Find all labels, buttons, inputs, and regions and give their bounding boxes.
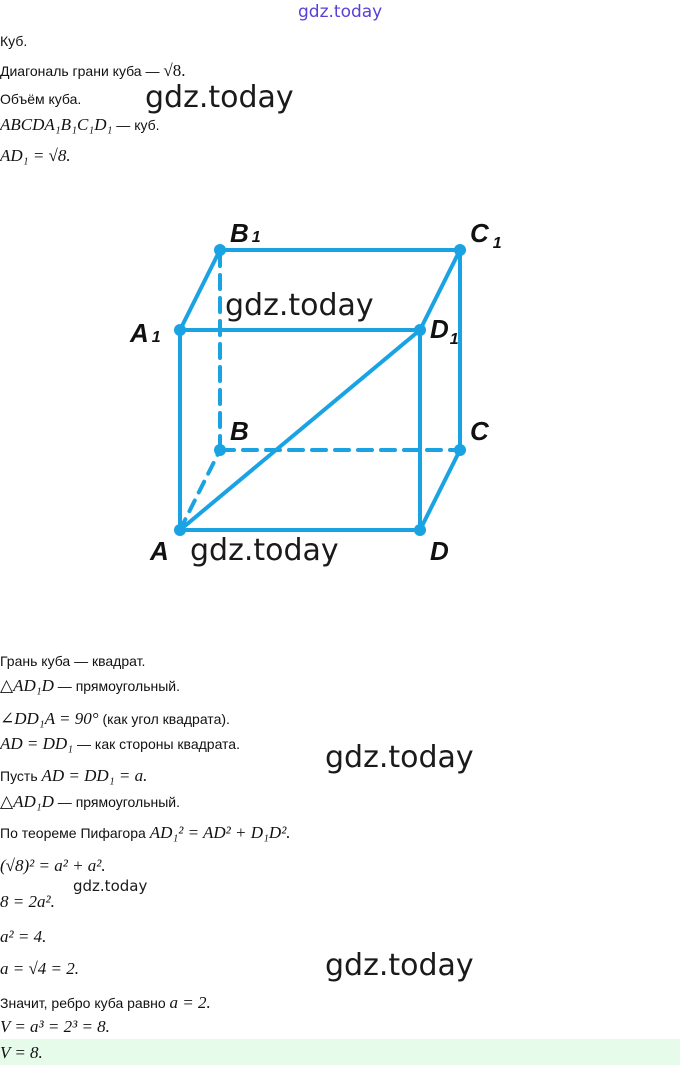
diagonal-ad1 (180, 330, 420, 530)
watermark: gdz.today (190, 533, 339, 568)
vertex-c1 (454, 244, 466, 256)
solution-line-6: △AD₁D — прямоугольный. (0, 792, 180, 811)
label-d: D (430, 536, 449, 566)
watermark: gdz.today (73, 877, 148, 895)
solution-line-13: V = a³ = 2³ = 8. (0, 1017, 110, 1036)
vertex-c (454, 444, 466, 456)
label-d1: $D_1$ (430, 314, 459, 348)
solution-line-3: ∠DD₁A = 90° (как угол квадрата). (0, 709, 230, 728)
solution-line-11: a = √4 = 2. (0, 959, 80, 978)
solution-line-4: AD = DD₁ — как стороны квадрата. (0, 734, 240, 753)
solution-line-1: Грань куба — квадрат. (0, 653, 146, 669)
watermark-top: gdz.today (298, 2, 383, 22)
watermark: gdz.today (325, 740, 474, 775)
vertex-a1 (174, 324, 186, 336)
solution-line-5: Пусть AD = DD₁ = a. (0, 766, 148, 785)
label-a: A (150, 536, 169, 566)
vertex-b1 (214, 244, 226, 256)
header-line-5: AD₁ = √8. (0, 146, 71, 165)
header-line-2: Диагональ грани куба — √8. (0, 61, 186, 80)
solution-line-7: По теореме Пифагора AD₁² = AD² + D₁D². (0, 823, 291, 842)
header-line-4: ABCDA₁B₁C₁D₁ — куб. (0, 115, 160, 134)
solution-line-9: 8 = 2a². (0, 892, 55, 911)
vertex-b (214, 444, 226, 456)
header-line-3: Объём куба. (0, 91, 82, 107)
header-line-1: Куб. (0, 33, 28, 49)
edge-a1b1 (180, 250, 220, 330)
label-a1: A 1 (130, 318, 161, 348)
label-b1: B 1 (230, 218, 261, 248)
vertex-a (174, 524, 186, 536)
label-c: C (470, 416, 489, 446)
solution-line-10: a² = 4. (0, 927, 47, 946)
watermark: gdz.today (145, 80, 294, 115)
label-b: B (230, 416, 249, 446)
label-c1: C $_1$ (470, 218, 502, 252)
solution-line-2: △AD₁D — прямоугольный. (0, 676, 180, 695)
cube-figure (0, 200, 680, 600)
edge-ab-hidden (180, 450, 220, 530)
watermark: gdz.today (225, 288, 374, 323)
watermark: gdz.today (325, 948, 474, 983)
answer-highlight (0, 1039, 680, 1065)
solution-line-12: Значит, ребро куба равно a = 2. (0, 993, 211, 1012)
solution-line-8: (√8)² = a² + a². (0, 856, 106, 875)
edge-dc (420, 450, 460, 530)
solution-line-14: V = 8. (0, 1043, 43, 1062)
vertex-d (414, 524, 426, 536)
vertex-d1 (414, 324, 426, 336)
